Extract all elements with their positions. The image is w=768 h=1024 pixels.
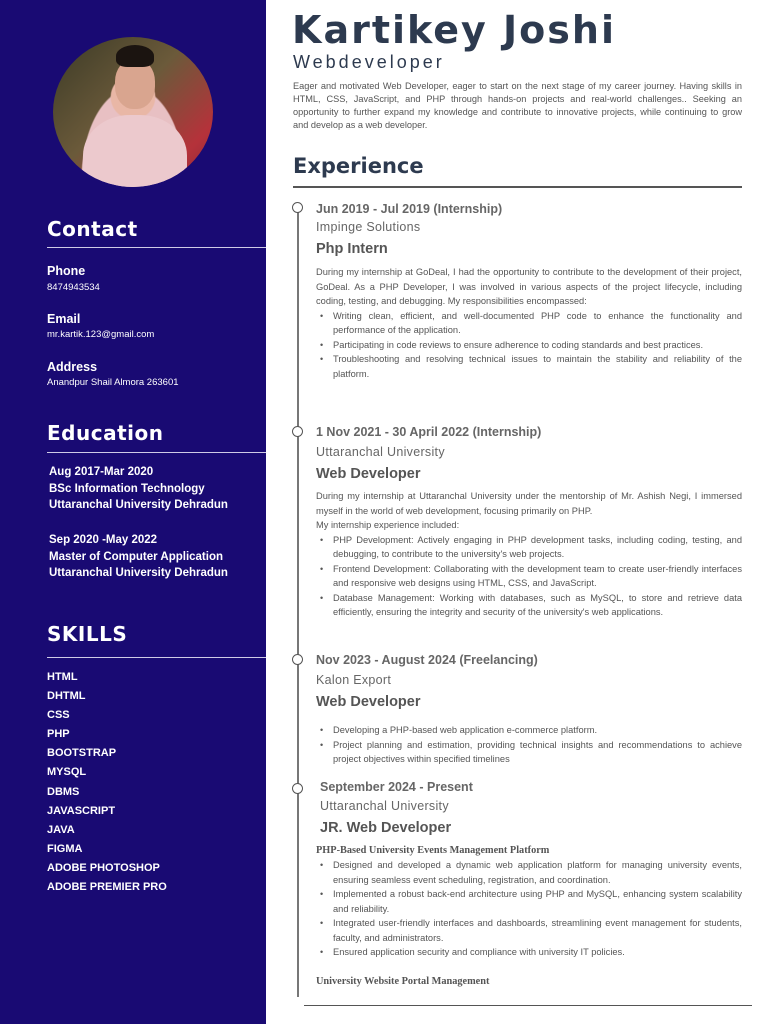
job-bullets <box>316 309 742 382</box>
job-title: Web Developer <box>316 694 421 710</box>
job-description: During my internship at Uttaranchal University under the mentorship of Mr. Ashish Negi, I immersed myself in the world of web development, focusing primarily on PHP. <box>316 491 742 516</box>
job-organization: Uttaranchal University <box>316 445 445 459</box>
education-divider <box>47 452 266 453</box>
skill-item: HTML <box>47 671 78 683</box>
job-organization: Uttaranchal University <box>320 799 449 813</box>
education-dates: Sep 2020 -May 2022 <box>49 534 158 546</box>
job-bullet: • Ensured application security and compliance with university IT policies. <box>316 945 742 960</box>
phone-label: Phone <box>47 264 86 278</box>
skill-item: DBMS <box>47 785 80 798</box>
contact-divider <box>47 247 266 248</box>
job-description-intro: My internship experience included: <box>316 520 460 530</box>
job-bullets <box>316 858 742 960</box>
job-bullet: • Writing clean, efficient, and well-documented PHP code to enhance the functionality and performance of the application. <box>316 309 742 338</box>
experience-entry <box>316 201 742 381</box>
footer-divider <box>304 1005 752 1006</box>
skills-heading: SKILLS <box>47 622 128 646</box>
address-value: Anandpur Shail Almora 263601 <box>47 377 179 388</box>
project-subheading: University Website Portal Management <box>316 975 490 987</box>
skill-item: FIGMA <box>47 842 83 855</box>
contact-heading: Contact <box>47 217 138 241</box>
job-bullet: • Database Management: Working with databases, such as MySQL, to store and retrieve data efficiently, ensuring the integrity and security of the university's web applications. <box>316 591 742 620</box>
job-dates: Jun 2019 - Jul 2019 (Internship) <box>316 202 503 216</box>
job-bullet: • Implemented a robust back-end architecture using PHP and MySQL, enhancing system scalability and reliability. <box>316 887 742 916</box>
skill-item: ADOBE PREMIER PRO <box>47 881 167 894</box>
phone-value: 8474943534 <box>47 282 100 293</box>
skill-item: DHTML <box>47 690 86 703</box>
skills-divider <box>47 657 266 658</box>
education-entry <box>49 464 228 514</box>
skill-item: ADOBE PHOTOSHOP <box>47 861 160 874</box>
experience-heading: Experience <box>293 154 424 178</box>
job-title: JR. Web Developer <box>320 820 452 836</box>
timeline-dot <box>292 426 303 437</box>
person-name: Kartikey Joshi <box>292 8 616 52</box>
job-dates: September 2024 - Present <box>320 780 473 794</box>
avatar-hair <box>116 45 154 67</box>
experience-divider <box>293 186 742 188</box>
education-degree: BSc Information Technology <box>49 482 205 495</box>
job-organization: Impinge Solutions <box>316 220 421 234</box>
education-school: Uttaranchal University Dehradun <box>49 567 228 579</box>
experience-entry <box>316 779 742 989</box>
address-label: Address <box>47 360 98 374</box>
skill-item: JAVA <box>47 823 75 836</box>
job-bullets <box>316 533 742 620</box>
skill-item: JAVASCRIPT <box>47 804 116 817</box>
skill-item: PHP <box>47 728 70 741</box>
education-school: Uttaranchal University Dehradun <box>49 499 228 511</box>
job-bullet: • Designed and developed a dynamic web application platform for managing university events, ensuring seamless event scheduling, registration, and coordination. <box>316 858 742 887</box>
project-subheading: PHP-Based University Events Management Platform <box>316 845 550 856</box>
job-bullet: • Troubleshooting and resolving technical issues to maintain the stability and reliability of the platform. <box>316 352 742 381</box>
skill-item: CSS <box>47 709 70 722</box>
education-degree: Master of Computer Application <box>49 550 223 563</box>
job-dates: 1 Nov 2021 - 30 April 2022 (Internship) <box>316 425 542 439</box>
education-entry <box>49 532 228 582</box>
job-bullet: • Developing a PHP-based web application e-commerce platform. <box>316 723 742 738</box>
job-bullet: • Project planning and estimation, providing technical insights and recommendations to achieve project objectives within specified timelines <box>316 738 742 767</box>
job-title: Web Developer <box>316 466 421 482</box>
job-bullet: • PHP Development: Actively engaging in PHP development tasks, including coding, testing, and debugging, to contribute to the university's web projects. <box>316 533 742 562</box>
experience-entry <box>316 424 742 620</box>
timeline-line <box>297 207 299 997</box>
job-bullets <box>316 723 742 767</box>
job-bullet: • Participating in code reviews to ensure adherence to coding standards and best practices. <box>316 338 742 353</box>
email-value: mr.kartik.123@gmail.com <box>47 329 155 340</box>
job-organization: Kalon Export <box>316 673 392 687</box>
skill-item: BOOTSTRAP <box>47 747 117 760</box>
job-description: During my internship at GoDeal, I had the opportunity to contribute to the development of their project, GoDeal. As a PHP Developer, I was involved in various aspects of the project lifecycle, including coding, testing, and debugging. My responsibilities encompassed: <box>316 267 742 306</box>
education-dates: Aug 2017-Mar 2020 <box>49 466 154 478</box>
experience-entry <box>316 652 742 767</box>
job-role: Webdeveloper <box>293 52 445 72</box>
skills-list <box>47 670 167 899</box>
timeline-dot <box>292 654 303 665</box>
timeline-dot <box>292 202 303 213</box>
email-label: Email <box>47 312 81 326</box>
avatar-shirt <box>83 115 187 187</box>
job-bullet: • Integrated user-friendly interfaces and dashboards, streamlining event management for students, faculty, and administrators. <box>316 916 742 945</box>
timeline-dot <box>292 783 303 794</box>
profile-summary: Eager and motivated Web Developer, eager to start on the next stage of my career journey. Having skills in HTML, CSS, JavaScript, and PHP through hands-on projects and real-world challenges.. Seeking an opportunity to further expand my knowledge and contribute to innovative projects, while continuing to grow and develop as a web developer. <box>293 81 742 130</box>
education-heading: Education <box>47 421 164 445</box>
job-bullet: • Frontend Development: Collaborating with the development team to create user-friendly interfaces and responsive web designs using HTML, CSS, and JavaScript. <box>316 562 742 591</box>
job-dates: Nov 2023 - August 2024 (Freelancing) <box>316 653 538 667</box>
job-title: Php Intern <box>316 241 388 257</box>
skill-item: MYSQL <box>47 766 87 779</box>
sidebar <box>0 0 266 1024</box>
avatar <box>53 37 213 187</box>
